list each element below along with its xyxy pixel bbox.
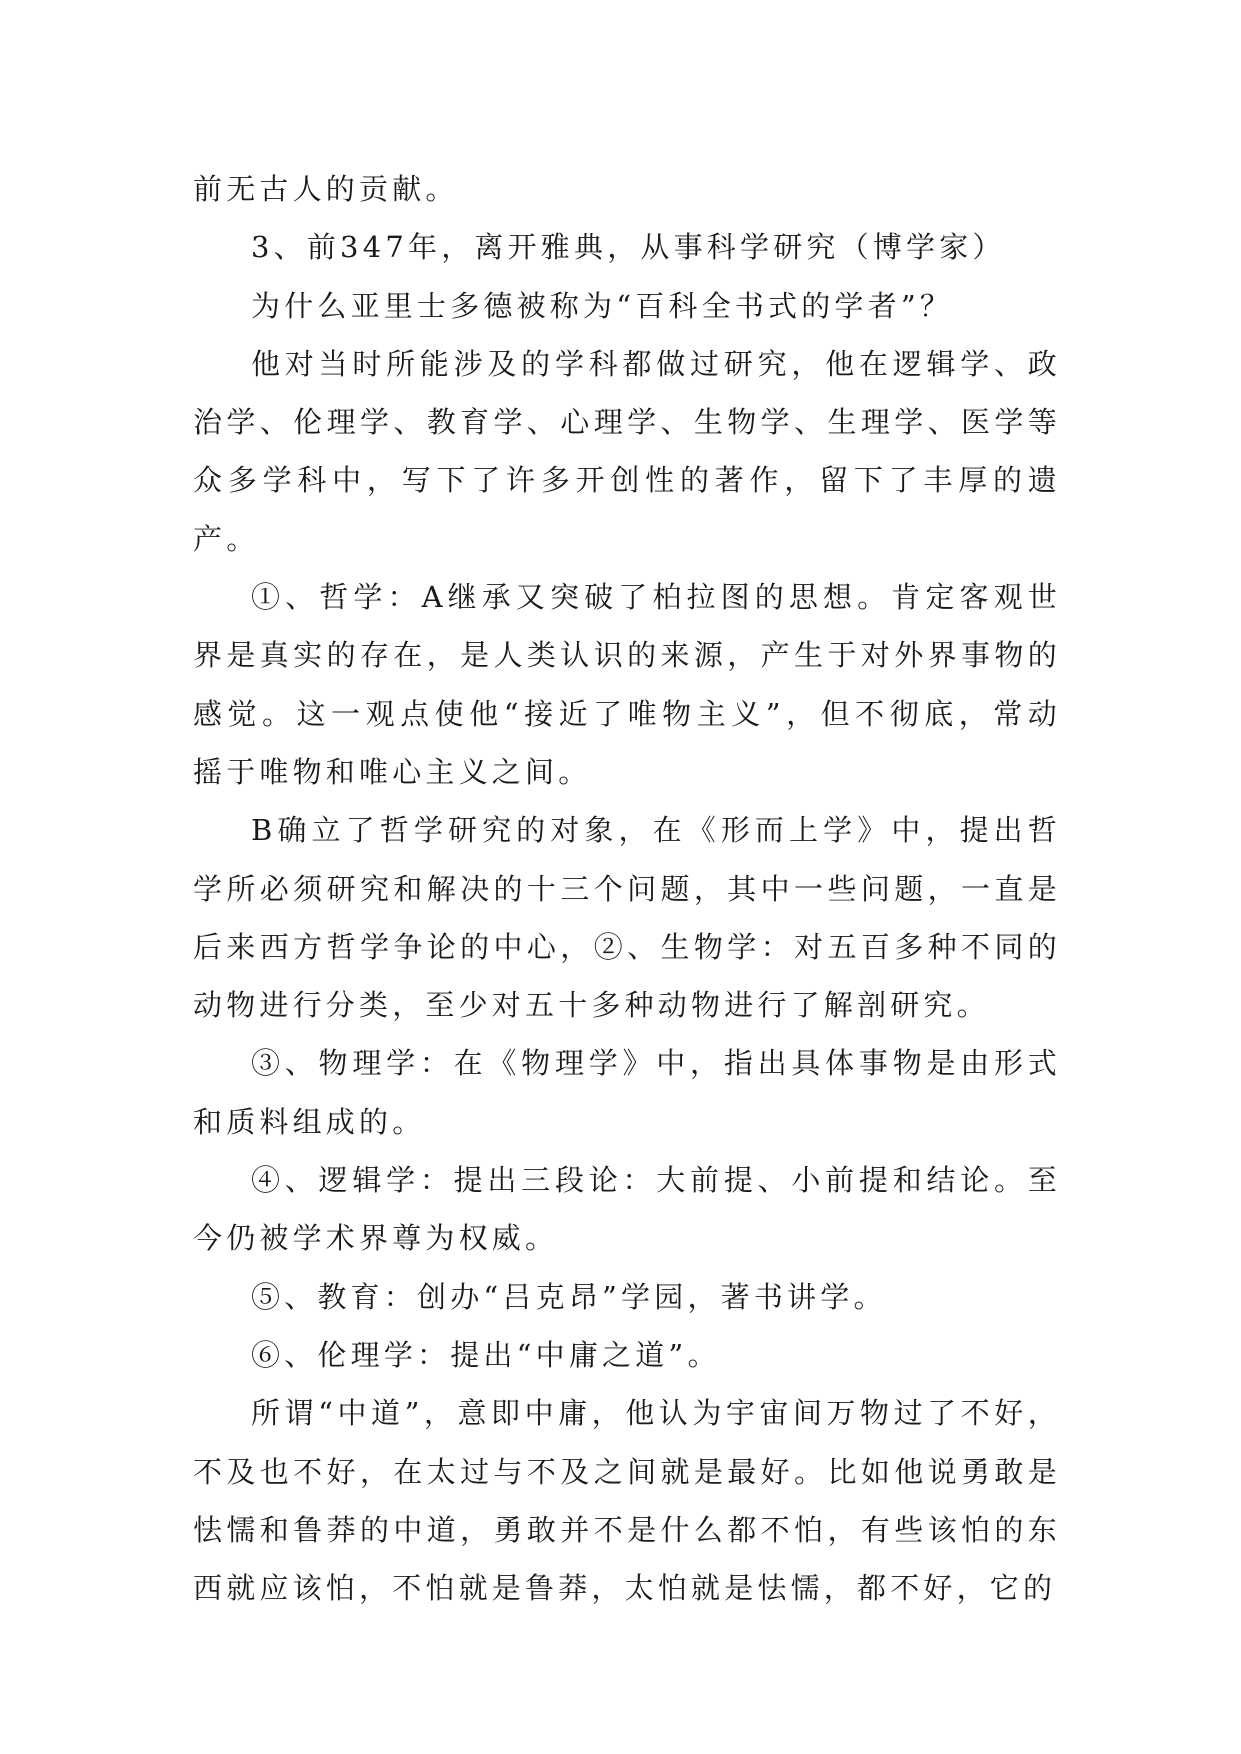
paragraph-education: ⑤、教育：创办“吕克昂”学园，著书讲学。 — [251, 1279, 887, 1314]
paragraph-golden-mean: 所谓“中道”，意即中庸，他认为宇宙间万物过了不好，不及也不好，在太过与不及之间就是最好。比如他说勇敢是怯懦和鲁莽的中道，勇敢并不是什么都不怕，有些该怕的东西就应该怕，不怕就是鲁莽，太怕就是怯懦，都不好，它的 — [193, 1396, 1061, 1606]
paragraph-philosophy: ①、哲学：A继承又突破了柏拉图的思想。肯定客观世界是真实的存在，是人类认识的来源，产生于对外界事物的感觉。这一观点使他“接近了唯物主义”，但不彻底，常动摇于唯物和唯心主义之间。 — [193, 580, 1061, 789]
body-text — [193, 160, 1061, 1617]
paragraph-physics: ③、物理学：在《物理学》中，指出具体事物是由形式和质料组成的。 — [193, 1046, 1061, 1139]
paragraph-continuation: 前无古人的贡献。 — [193, 172, 459, 206]
paragraph-ethics: ⑥、伦理学：提出“中庸之道”。 — [251, 1337, 721, 1372]
paragraph-answer: 他对当时所能涉及的学科都做过研究，他在逻辑学、政治学、伦理学、教育学、心理学、生物学、生理学、医学等众多学科中，写下了许多开创性的著作，留下了丰厚的遗产。 — [193, 346, 1061, 556]
paragraph-item-3: 3、前347年，离开雅典，从事科学研究（博学家） — [251, 230, 1006, 265]
paragraph-question: 为什么亚里士多德被称为“百科全书式的学者”？ — [251, 288, 954, 323]
paragraph-philosophy-b: B确立了哲学研究的对象，在《形而上学》中，提出哲学所必须研究和解决的十三个问题，其中一些问题，一直是后来西方哲学争论的中心，②、生物学：对五百多种不同的动物进行分类，至少对五十多种动物进行了解剖研究。 — [193, 813, 1061, 1023]
paragraph-logic: ④、逻辑学：提出三段论：大前提、小前提和结论。至今仍被学术界尊为权威。 — [193, 1163, 1061, 1256]
